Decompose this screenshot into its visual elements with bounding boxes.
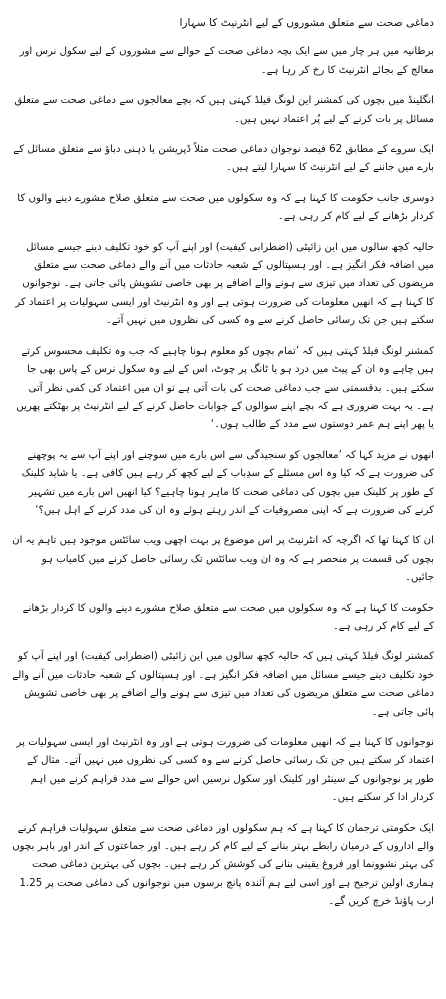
article-paragraph: حکومت کا کہنا ہے کہ وہ سکولوں میں صحت سے متعلق صلاح مشورے دینے والوں کا کردار بڑھانے کے لیے کام کر رہی ہے۔ — [22, 602, 434, 632]
article-paragraph: ان کا کہنا تھا کہ اگرچہ کہ انٹرنیٹ پر اس موضوع پر بہت اچھی ویب سائٹس موجود ہیں تاہم یہ ان بچوں کی قسمت پر منحصر ہے کہ وہ ان ویب سائٹس تک رسائی حاصل کرنے میں کامیاب ہو جائیں۔ — [12, 535, 434, 584]
article-paragraph: حالیہ کچھ سالوں میں این زائیٹی (اضطرابی کیفیت) اور اپنے آپ کو خود تکلیف دینے جیسے مسائل میں اضافہ فکر انگیز ہے۔ اور ہسپتالوں کے شعبہ حادثات میں آنے والے دماغی صحت سے متعلق مریضوں کی تعداد میں تیزی سے ہونے والے اضافے پر بھی خاصی تشویش پائی جاتی ہے۔ نوجوانوں کا کہنا ہے کہ انھیں معلومات کی ضرورت ہوتی ہے اور وہ انٹرنیٹ اور ایسی سہولیات پر اعتماد کر سکتے ہیں جن تک رسائی حاصل کرنے سے وہ کسی کی نظروں میں نہیں آتے۔ — [15, 241, 434, 327]
article-paragraph: کمشنر لونگ فیلڈ کہتی ہیں کہ ’تمام بچوں کو معلوم ہونا چاہیے کہ جب وہ تکلیف محسوس کرتے ہیں چاہے وہ ان کے پیٹ میں درد ہو یا ٹانگ پر چوٹ، اس کے لیے وہ سکول نرس کے پاس بھی جا سکتے ہیں۔ بدقسمتی سے جب دماغی صحت کی بات آتی ہے تو ان میں اعتماد کی کمی نظر آتی ہے۔ یہ بہت ضروری ہے کہ بچے اپنے سوالوں کے جوابات حاصل کرنے کے لیے انٹرنیٹ پر بھٹکتے پھریں یا پھر اپنے ہم عمر دوستوں سے مدد کے طالب ہوں۔‘ — [16, 345, 434, 431]
article-paragraph: ایک حکومتی ترجمان کا کہنا ہے کہ ہم سکولوں اور دماغی صحت سے متعلق سہولیات فراہم کرنے والے اداروں کے درمیان رابطے بہتر بنانے کے لیے کام کر رہے ہیں۔ اور جماعتوں کے اندر اور باہر بچوں کی بہتر نشوونما اور فروغ یقینی بنانے کی کوشش کر رہے ہیں۔ بچوں کی بہترین دماغی صحت ہماری اولین ترجیح ہے اور اسی لیے ہم آئندہ پانچ برسوں میں نوجوانوں کی دماغی صحت پر 1.25 ارب پاؤنڈ خرچ کریں گے۔ — [12, 822, 434, 908]
article-paragraph: کمشنر لونگ فیلڈ کہتی ہیں کہ حالیہ کچھ سالوں میں این زائیٹی (اضطرابی کیفیت) اور اپنے آپ کو خود تکلیف دینے جیسے مسائل میں اضافہ فکر انگیز ہے۔ اور ہسپتالوں کے شعبہ حادثات میں آنے والے دماغی صحت سے متعلق مریضوں کی تعداد میں تیزی سے ہونے والے اضافے پر بھی خاصی تشویش پائی جاتی ہے۔ — [12, 651, 434, 718]
article-headline: دماغی صحت سے متعلق مشوروں کے لیے انٹرنیٹ کا سہارا — [179, 17, 434, 29]
article-paragraph: ایک سروے کے مطابق 62 فیصد نوجوان دماغی صحت مثلاً ڈپریشن یا ذہنی دباؤ سے متعلق مسائل کے بارے میں جاننے کے لیے انٹرنیٹ کا سہارا لیتے ہیں۔ — [13, 144, 434, 174]
article-paragraph: انگلینڈ میں بچوں کی کمشنر این لونگ فیلڈ کہتی ہیں کہ بچے معالجوں سے دماغی صحت سے متعلق مسائل پر بات کرنے کے لیے پُر اعتماد نہیں ہیں۔ — [14, 95, 434, 125]
article-paragraph: انھوں نے مزید کہا کہ ’معالجوں کو سنجیدگی سے اس بارے میں سوچنے اور اپنے آپ سے یہ پوچھنے کی ضرورت ہے کہ کیا وہ اس مسئلے کے سدِباب کے لیے کچھ کر رہے ہیں کافی ہے۔ یا شاید کلینک کے طور پر کلینک میں بچوں کی دماغی صحت کا ماہر ہونا چاہیے؟ کیا انھیں اس بارے میں تشہیر کرنے کی ضرورت ہے کہ اپنی مصروفیات کے اندر رہتے ہوئے وہ ان کی مدد کرنے کے اہل ہیں؟‘ — [21, 449, 434, 516]
article-paragraph: نوجوانوں کا کہنا ہے کہ انھیں معلومات کی ضرورت ہوتی ہے اور وہ انٹرنیٹ اور ایسی سہولیات پر اعتماد کر سکتے ہیں جن تک رسائی حاصل کرنے سے وہ کسی کی نظروں میں نہیں آتے۔ مثال کے طور پر نوجوانوں کے سینٹر اور کلینک اور سکول نرسیں اس حوالے سے مدد فراہم کرنے میں اہم کردار ادا کر سکتے ہیں۔ — [16, 737, 434, 804]
article-paragraph: برطانیہ میں ہر چار میں سے ایک بچہ دماغی صحت کے حوالے سے مشوروں کے لیے سکول نرس اور معالج کے بجائے انٹرنیٹ کا رخ کر رہا ہے۔ — [19, 46, 434, 76]
article-paragraph: دوسری جانب حکومت کا کہنا ہے کہ وہ سکولوں میں صحت سے متعلق صلاح مشورے دینے والوں کا کردار بڑھانے کے لیے کام کر رہی ہے۔ — [17, 192, 434, 223]
